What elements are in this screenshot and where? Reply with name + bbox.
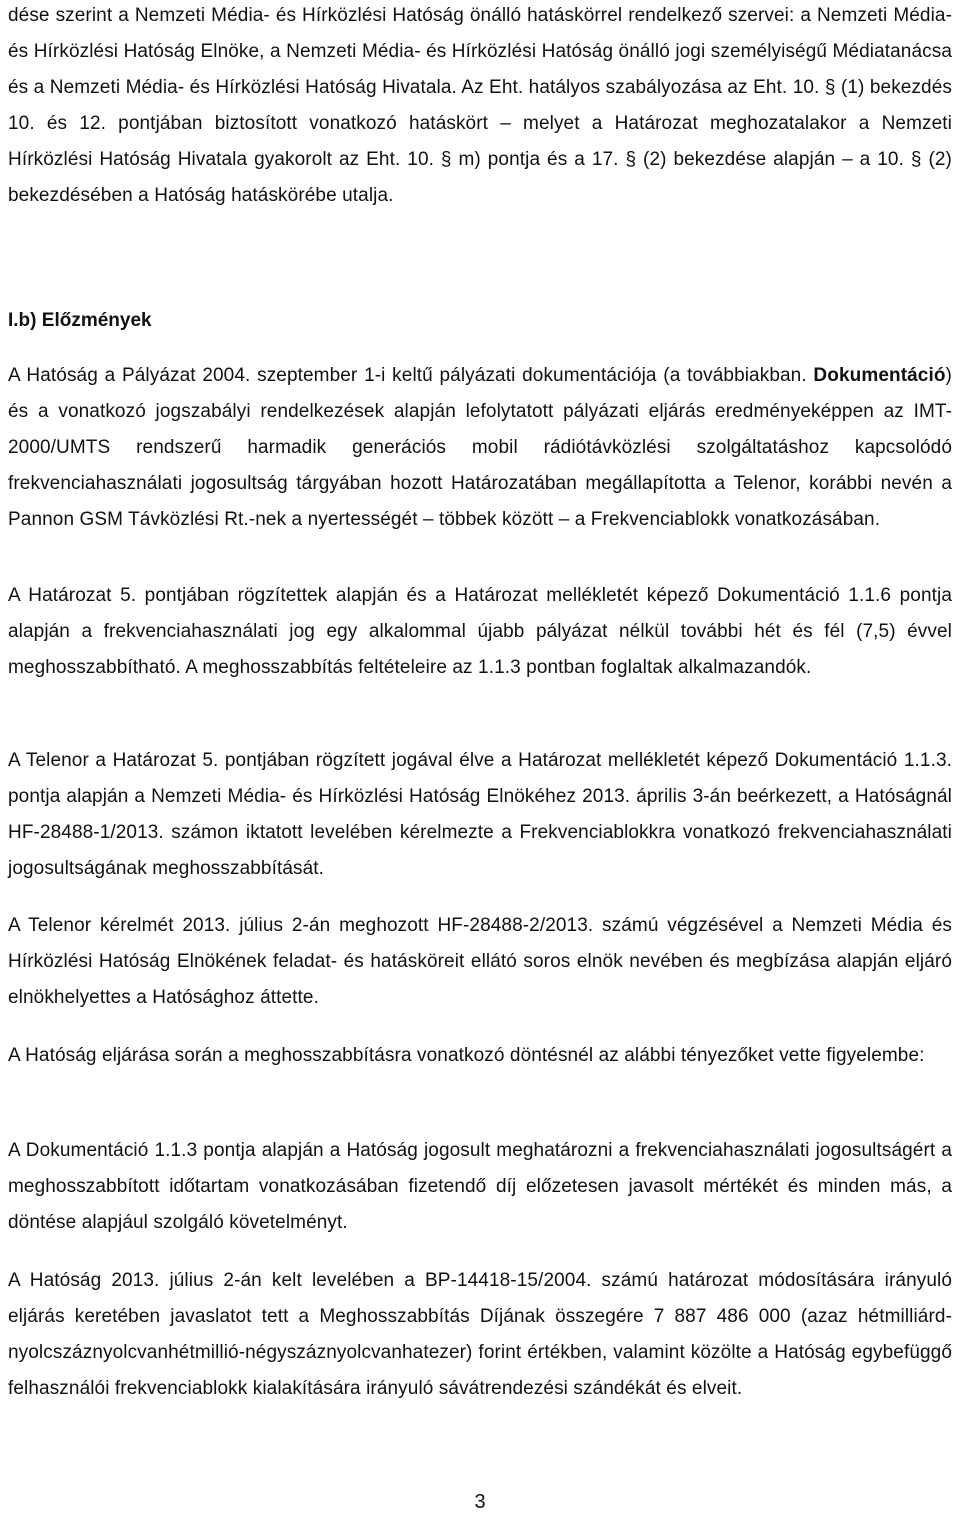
paragraph-tender-result: [8, 358, 952, 538]
section-heading-preliminaries: I.b) Előzmények: [8, 310, 152, 331]
paragraph-telenor-request: A Telenor a Határozat 5. pontjában rögzített jogával élve a Határozat mellékletét képező Dokumentáció 1.1.3. pontja alapján a Nemzeti Média- és Hírközlési Hatóság Elnökéhez 2013. április 3-án beérkezett, a Hatóságnál HF-28488-1/2013. számon iktatott levelében kérelmezte a Frekvenciablokkra vonatkozó frekvenciahasználati jogosultságának meghosszabbítását.: [8, 750, 952, 879]
paragraph-authority-scope: dése szerint a Nemzeti Média- és Hírközlési Hatóság önálló hatáskörrel rendelkező szervei: a Nemzeti Média- és Hírközlési Hatóság Elnöke, a Nemzeti Média- és Hírközlési Hatóság önálló jogi személyiségű Médiatanácsa és a Nemzeti Média- és Hírközlési Hatóság Hivatala. Az Eht. hatályos szabályozása az Eht. 10. § (1) bekezdés 10. és 12. pontjában biztosított vonatkozó hatáskört – melyet a Határozat meghozatalakor a Nemzeti Hírközlési Hatóság Hivatala gyakorolt az Eht. 10. § m) pontja és a 17. § (2) bekezdése alapján – a 10. § (2) bekezdésében a Hatóság hatáskörébe utalja.: [8, 5, 952, 206]
term-dokumentacio: Dokumentáció: [813, 365, 946, 386]
paragraph-fee-proposal: A Hatóság 2013. július 2-án kelt levelében a BP-14418-15/2004. számú határozat módosítására irányuló eljárás keretében javaslatot tett a Meghosszabbítás Díjának összegére 7 887 486 000 (azaz hétmilliárd-nyolcszáznyolcvanhétmillió-négyszáznyolcvanhatezer) forint értékben, valamint közölte a Hatóság egybefüggő felhasználói frekvenciablokk kialakítására irányuló sávátrendezési szándékát és elveit.: [8, 1270, 952, 1399]
paragraph-tender-result-start: A Hatóság a Pályázat 2004. szeptember 1-i keltű pályázati dokumentációja (a továbbiakban.: [8, 365, 807, 386]
paragraph-transfer-order: A Telenor kérelmét 2013. július 2-án meghozott HF-28488-2/2013. számú végzésével a Nemzeti Média és Hírközlési Hatóság Elnökének feladat- és hatásköreit ellátó soros elnök nevében és megbízása alapján eljáró elnökhelyettes a Hatósághoz áttette.: [8, 915, 952, 1008]
page-number: 3: [474, 1491, 486, 1513]
paragraph-considerations: A Hatóság eljárása során a meghosszabbításra vonatkozó döntésnél az alábbi tényezőket vette figyelembe:: [8, 1045, 925, 1066]
paragraph-extension-right: A Határozat 5. pontjában rögzítettek alapján és a Határozat mellékletét képező Dokumentáció 1.1.6 pontja alapján a frekvenciahasználati jog egy alkalommal újabb pályázat nélkül további hét és fél (7,5) évvel meghosszabbítható. A meghosszabbítás feltételeire az 1.1.3 pontban foglaltak alkalmazandók.: [8, 585, 952, 678]
paragraph-tender-result-rest: ) és a vonatkozó jogszabályi rendelkezések alapján lefolytatott pályázati eljárás eredményeképpen az IMT-2000/UMTS rendszerű harmadik generációs mobil rádiótávközlési szolgáltatáshoz kapcsolódó frekvenciahasználati jogosultság tárgyában hozott Határozatában megállapította a Telenor, korábbi nevén a Pannon GSM Távközlési Rt.-nek a nyertességét – többek között – a Frekvenciablokk vonatkozásában.: [8, 365, 952, 530]
paragraph-fee-determination: A Dokumentáció 1.1.3 pontja alapján a Hatóság jogosult meghatározni a frekvenciahasználati jogosultságért a meghosszabbított időtartam vonatkozásában fizetendő díj előzetesen javasolt mértékét és minden más, a döntése alapjául szolgáló követelményt.: [8, 1140, 952, 1233]
